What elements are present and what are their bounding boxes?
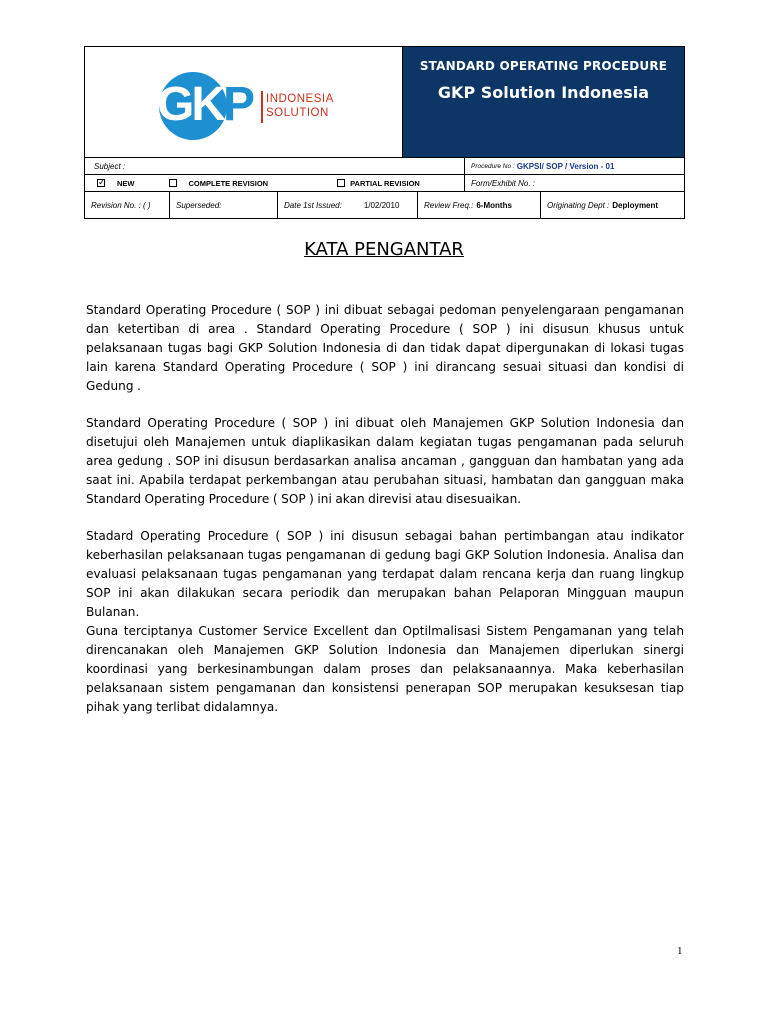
sop-title: STANDARD OPERATING PROCEDURE [419,59,668,73]
checkbox-group [85,175,464,191]
form-exhibit-label: Form/Exhibit No. : [464,175,684,191]
date-issued-label: Date 1st Issued: [284,200,342,210]
complete-revision-label: COMPLETE REVISION [188,178,269,188]
procedure-label: Procedure No : [471,162,515,170]
revision-number: Revision No. : ( ) [91,200,151,210]
originating-dept-label: Originating Dept : [547,200,610,210]
check-icon: ✓ [98,177,106,187]
company-title: GKP Solution Indonesia [437,83,650,102]
title-cell [403,47,684,157]
paragraph-3: Stadard Operating Procedure ( SOP ) ini disusun sebagai bahan pertimbangan atau indikator keberhasilan pelaksanaan tugas pengamanan di gedung bagi GKP Solution Indonesia. Analisa dan evaluasi pelaksanaan tugas pengamanan yang terdapat dalam rencana kerja dan ruang lingkup SOP ini akan dilakukan secara periodik dan merupakan bahan Pelaporan Mingguan maupun Bulanan. [86,529,684,619]
revision-type-row [85,175,684,192]
review-freq-label: Review Freq.: [424,200,474,210]
page-number: 1 [677,945,683,957]
details-row [85,192,684,218]
originating-dept-cell [540,192,684,218]
page-heading: KATA PENGANTAR [304,239,464,260]
body-text [86,301,684,735]
subject-label: Subject : [94,161,126,171]
paragraph-1: Standard Operating Procedure ( SOP ) ini dibuat sebagai pedoman penyelengaraan pengamanan dan ketertiban di area . Standard Operating Procedure ( SOP ) ini disusun khusus untuk pelaksanaan tugas bagi GKP Solution Indonesia di dan tidak dapat dipergunakan di lokasi tugas lain karena Standard Operating Procedure ( SOP ) ini dirancang sesuai situasi dan kondisi di Gedung . [86,303,684,393]
date-issued-value: 1/02/2010 [363,200,400,210]
subject-row [85,158,684,175]
partial-revision-checkbox[interactable] [337,179,345,187]
procedure-value: GKPSI/ SOP / Version - 01 [516,161,615,171]
originating-dept-value: Deployment [612,200,659,210]
date-issued-cell [277,192,417,218]
logo-cell [85,47,403,157]
logo-line-1: INDONESIA [266,93,334,105]
complete-revision-checkbox[interactable] [169,179,177,187]
header-top [85,47,684,158]
logo-line-2: SOLUTION [266,107,329,119]
review-freq-cell [417,192,540,218]
gkp-logo: GKP [157,78,253,131]
review-freq-value: 6-Months [476,200,512,210]
sop-header-table [84,46,685,219]
superseded-label: Superseded: [169,192,277,218]
paragraph-4: Guna terciptanya Customer Service Excellent dan Optilmalisasi Sistem Pengamanan yang telah direncanakan oleh Manajemen GKP Solution Indonesia dan Manajemen diperlukan sinergi koordinasi yang berkesinambungan dalam proses dan pelaksanaannya. Maka keberhasilan pelaksanaan sistem pengamanan dan konsistensi penerapan SOP merupakan kesuksesan tiap pihak yang terlibat didalamnya. [86,624,684,714]
logo-divider [261,91,263,123]
procedure-cell [464,158,684,174]
logo-subtitle [266,92,334,120]
new-label: NEW [117,178,135,188]
partial-revision-label: PARTIAL REVISION [350,178,420,188]
new-checkbox[interactable] [97,179,105,187]
paragraph-2: Standard Operating Procedure ( SOP ) ini dibuat oleh Manajemen GKP Solution Indonesia dan disetujui oleh Manajemen untuk diaplikasikan dalam kegiatan tugas pengamanan pada seluruh area gedung . SOP ini disusun berdasarkan analisa ancaman , gangguan dan hambatan yang ada saat ini. Apabila terdapat perkembangan atau perubahan situasi, hambatan dan gangguan maka Standard Operating Procedure ( SOP ) ini akan direvisi atau disesuaikan. [86,416,684,506]
